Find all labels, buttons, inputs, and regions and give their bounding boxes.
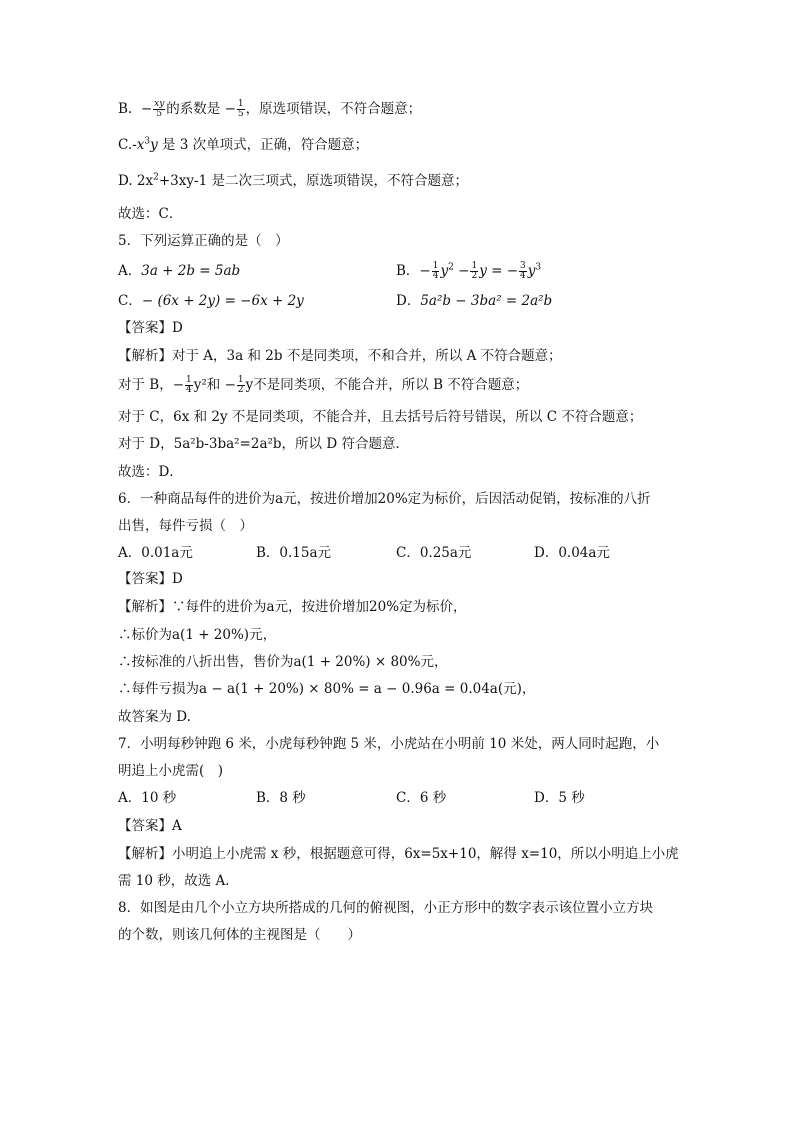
q5-opt-d-expr: 5a²b − 3ba² = 2a²b xyxy=(420,293,553,309)
q5-analysis-1: 【解析】对于 A，3a 和 2b 不是同类项，不和合并，所以 A 不符合题意； xyxy=(118,348,562,364)
q7-opt-c: C．6 秒 xyxy=(396,790,447,806)
q4-b-coef-fraction xyxy=(237,100,245,119)
q4-option-c-analysis xyxy=(118,136,368,154)
q4-d-text: +3xy-1 是二次三项式，原选项错误，不符合题意； xyxy=(158,173,468,189)
q5-options-row-2 xyxy=(118,292,553,310)
q4-option-b-analysis xyxy=(118,100,421,119)
q7-opt-d: D．5 秒 xyxy=(534,790,585,806)
q5-opt-a-expr: 3a + 2b = 5ab xyxy=(141,263,241,279)
q6-analysis-4: ∴每件亏损为a − a(1 + 20%) × 80% = a − 0.96a = 0.04a(元)， xyxy=(118,681,536,697)
frac-num: 1 xyxy=(471,261,478,271)
q6-opt-a: A．0.01a元 xyxy=(118,545,193,561)
q5-opt-c-expr: − (6x + 2y) = −6x + 2y xyxy=(141,293,304,309)
q8-stem-line-1: 8．如图是由几个小立方块所搭成的几何的俯视图，小正方形中的数字表示该位置小立方块 xyxy=(118,900,654,916)
q7-opt-b: B．8 秒 xyxy=(256,790,306,806)
q6-opt-b: B．0.15a元 xyxy=(256,545,332,561)
q5-b-sign1: − xyxy=(419,263,431,279)
q5-b-frac3 xyxy=(519,262,527,281)
q4-d-prefix: D. 2x xyxy=(118,173,154,189)
frac-num: 1 xyxy=(432,261,439,271)
q6-analysis-2: ∴标价为a(1 + 20%)元， xyxy=(118,627,277,643)
q5-b-y3: y xyxy=(527,263,536,279)
q5-opt-d-label: D． xyxy=(396,293,421,309)
q4-c-exp: 3 xyxy=(144,136,151,147)
q7-stem-line-1: 7．小明每秒钟跑 6 米，小虎每秒钟跑 5 米，小虎站在小明前 10 米处，两人同时起跑，小 xyxy=(118,736,660,752)
q5-b-e3: 3 xyxy=(535,262,542,273)
q5-answer: 【答案】D xyxy=(118,320,183,336)
q5-b-frac2 xyxy=(470,262,478,281)
frac-num: 1 xyxy=(186,375,192,385)
q4-option-d-analysis xyxy=(118,172,468,190)
q4-b-coef-sign: − xyxy=(224,101,236,117)
frac-num: 3 xyxy=(520,261,526,271)
q5-a2-mid: y²和 − xyxy=(193,377,236,393)
q4-c-var: y xyxy=(150,137,158,153)
q5-opt-b xyxy=(396,262,541,281)
q5-opt-b-label: B． xyxy=(396,263,420,279)
q4-b-sign: − xyxy=(140,101,153,117)
q4-b-text: ，原选项错误，不符合题意； xyxy=(245,101,422,117)
q5-opt-a-label: A． xyxy=(118,263,142,279)
frac-den: 5 xyxy=(156,109,163,119)
q6-stem-line-1: 6．一种商品每件的进价为a元，按进价增加20%定为标价，后因活动促销，按标准的八折 xyxy=(118,491,651,507)
frac-den: 4 xyxy=(186,385,192,395)
q4-c-expr: -x xyxy=(132,137,145,153)
q5-conclusion: 故选：D． xyxy=(118,464,183,480)
q5-b-sign2: − xyxy=(458,263,470,279)
q5-b-frac1 xyxy=(432,262,440,281)
q6-analysis-1: 【解析】∵每件的进价为a元，按进价增加20%定为标价， xyxy=(118,599,467,615)
q7-opt-a: A．10 秒 xyxy=(118,790,177,806)
q5-b-y1: y xyxy=(440,263,449,279)
frac-num: 1 xyxy=(237,99,244,109)
frac-den: 2 xyxy=(237,385,244,395)
q7-analysis-1: 【解析】小明追上小虎需 x 秒，根据题意可得，6x=5x+10，解得 x=10，所以小明追上小虎 xyxy=(118,846,679,862)
q6-answer: 【答案】D xyxy=(118,571,183,587)
q5-a2-frac2 xyxy=(237,376,245,395)
q8-stem-line-2: 的个数，则该几何体的主视图是（ ） xyxy=(118,927,361,943)
frac-num: 1 xyxy=(237,375,244,385)
q4-b-prefix: B. xyxy=(118,101,133,117)
q4-conclusion: 故选：C． xyxy=(118,206,183,222)
q5-a2-pre: 对于 B，− xyxy=(118,377,185,393)
q5-b-y2: y = − xyxy=(479,263,519,279)
q5-analysis-3: 对于 C，6x 和 2y 不是同类项，不能合并，且去括号后符号错误，所以 C 不符合题意； xyxy=(118,409,643,425)
q5-analysis-2 xyxy=(118,376,528,395)
frac-num: xy xyxy=(154,99,165,109)
q5-a2-post: y不是同类项，不能合并，所以 B 不符合题意； xyxy=(245,377,529,393)
q5-options-row-1 xyxy=(118,261,542,281)
q4-b-fraction xyxy=(153,100,165,119)
q5-a2-frac1 xyxy=(185,376,193,395)
q4-c-prefix: C. xyxy=(118,137,133,153)
q6-opt-d: D．0.04a元 xyxy=(534,545,610,561)
q6-analysis-3: ∴按标准的八折出售，售价为a(1 + 20%) × 80%元， xyxy=(118,654,448,670)
q7-answer: 【答案】A xyxy=(118,818,182,834)
frac-den: 2 xyxy=(471,271,478,281)
q5-opt-c-label: C． xyxy=(118,293,142,309)
q7-analysis-2: 需 10 秒，故选 A. xyxy=(118,873,230,889)
q7-stem-line-2: 明追上小虎需( ) xyxy=(118,763,224,779)
q6-stem-line-2: 出售，每件亏损（ ） xyxy=(118,518,253,534)
q5-b-e1: 2 xyxy=(448,262,454,273)
q6-conclusion: 故答案为 D. xyxy=(118,709,191,725)
frac-den: 4 xyxy=(432,271,439,281)
q5-opt-d xyxy=(396,292,552,310)
q5-analysis-4: 对于 D，5a²b-3ba²=2a²b，所以 D 符合题意． xyxy=(118,436,409,452)
frac-den: 4 xyxy=(520,271,526,281)
q5-stem: 5．下列运算正确的是（ ） xyxy=(118,233,289,249)
q4-b-mid: 的系数是 xyxy=(166,101,221,117)
q4-d-exp: 2 xyxy=(153,172,159,183)
q6-opt-c: C．0.25a元 xyxy=(396,545,472,561)
frac-den: 5 xyxy=(237,109,244,119)
q4-c-text: 是 3 次单项式，正确，符合题意； xyxy=(162,137,369,153)
